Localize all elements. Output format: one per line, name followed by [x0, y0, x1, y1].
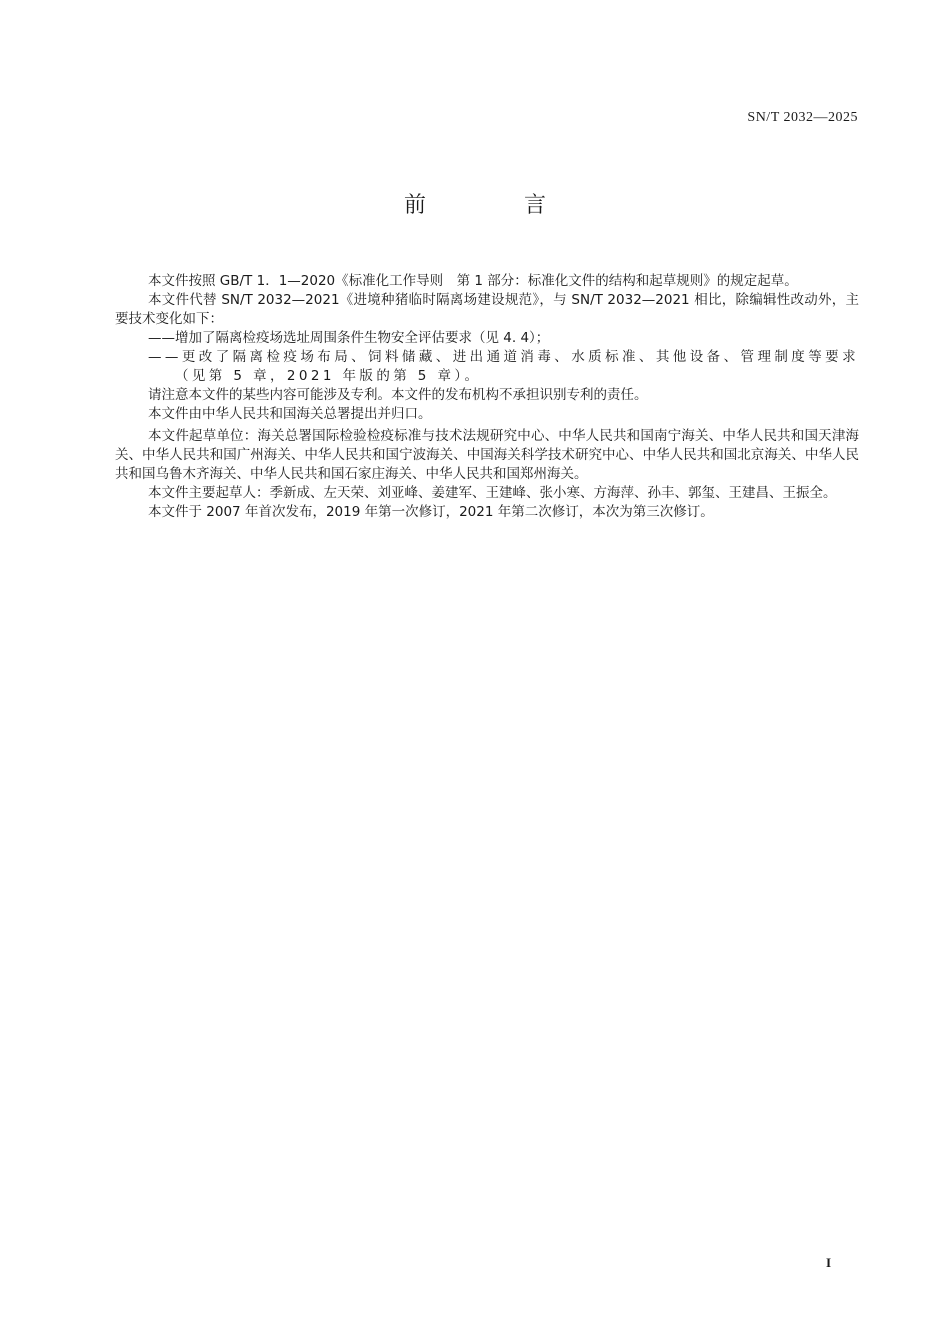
patent-notice-paragraph: 请注意本文件的某些内容可能涉及专利。本文件的发布机构不承担识别专利的责任。 [148, 387, 648, 403]
replacement-paragraph: 本文件代替 SN/T 2032—2021《进境种猪临时隔离场建设规范》，与 SN/T 2032—2021 相比，除编辑性改动外，主要技术变化如下： [115, 292, 859, 327]
drafters-paragraph: 本文件主要起草人：季新成、左天荣、刘亚峰、姜建军、王建峰、张小寒、方海萍、孙丰、郭玺、王建昌、王振全。 [148, 485, 837, 501]
proposer-paragraph: 本文件由中华人民共和国海关总署提出并归口。 [148, 406, 432, 422]
page-number: I [826, 1255, 832, 1270]
drafting-basis-paragraph: 本文件按照 GB/T 1．1—2020《标准化工作导则 第 1 部分：标准化文件的结构和起草规则》的规定起草。 [148, 273, 798, 289]
document-number: SN/T 2032—2025 [747, 110, 858, 125]
drafting-units-paragraph: 本文件起草单位：海关总署国际检验检疫标准与技术法规研究中心、中华人民共和国南宁海关、中华人民共和国天津海关、中华人民共和国广州海关、中华人民共和国宁波海关、中国海关科学技术研究中心、中华人民共和国北京海关、中华人民共和国乌鲁木齐海关、中华人民共和国石家庄海关、中华人民共和国郑州海关。 [115, 428, 859, 482]
publication-history-paragraph: 本文件于 2007 年首次发布，2019 年第一次修订，2021 年第二次修订，本次为第三次修订。 [148, 504, 714, 520]
change-list-item: ——更改了隔离检疫场布局、饲料储藏、进出通道消毒、水质标准、其他设备、管理制度等要求（见第 5 章，2021 年版的第 5 章）。 [148, 349, 859, 384]
foreword-body [115, 272, 859, 522]
change-list-item: ——增加了隔离检疫场选址周围条件生物安全评估要求（见 4. 4）； [148, 330, 550, 346]
page-title: 前 言 [403, 193, 584, 218]
